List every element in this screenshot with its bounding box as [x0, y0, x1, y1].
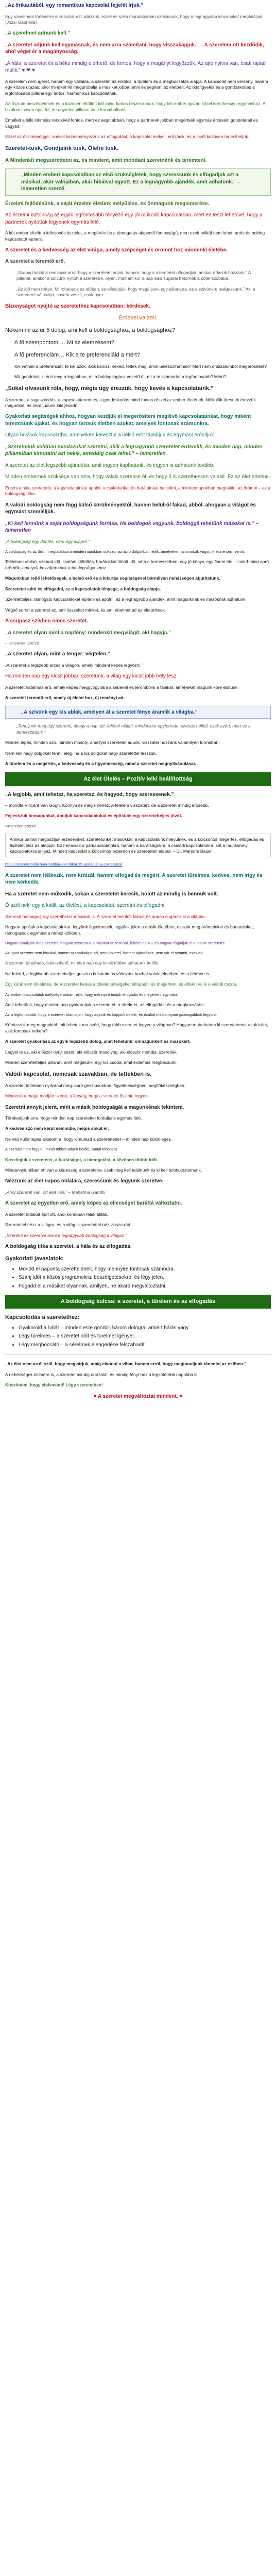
practical-list-section: [5, 1255, 271, 1290]
connection-list-section: [5, 1314, 271, 1348]
paragraph: Legyél te az, aki először nyújt kezet, aki először mosolyog, aki először mondja: szeretlek.: [5, 1049, 178, 1055]
paragraph: Szeresd önmagad, így szerethetsz másokat is. A szeretet belülről fakad, és onnan sugárzik ki a világba.: [5, 913, 206, 919]
paragraph: Olyan hívások kapcsolatba, amelyeken keresztül a belső erőt tápláljuk és egymást erősítjük.: [5, 432, 215, 438]
paragraph: A szeretet gyakorlása az egyik legszebb dolog, amit tehetünk: önmagunkért és másokért.: [5, 1039, 191, 1044]
paragraph: „Az élet nem arról szól, hogy megvárjuk, amíg elvonul a vihar, hanem arról, hogy megtanuljunk táncolni az esőben.”: [5, 1361, 247, 1367]
paragraph: A szeretet hídakat épít ott, ahol korábban falak álltak.: [5, 1211, 108, 1217]
paragraph: Emellett a lelki intimitás rendkívül fontos, mert ez segít abban, hogy a partnerek jobban megértsék egymás érzéseit, gondolatait és vágyait.: [5, 117, 258, 129]
paragraph: A fő szempontom … Mi az elemzésem?: [14, 340, 114, 346]
paragraph: Kik vetnek a preferenciát, te kik azok, akik kaniszi neked, tettek meg, amik beleszólhatnak? Mert nem önbizalomból megerősítést?: [14, 363, 267, 369]
paragraph: Minden szeretetteljes pillanat, amit megélünk, egy kis csoda, amit érdemes megbecsülni.: [5, 1060, 178, 1065]
paragraph: – mondta Vincent Van Gogh. Könnyű és mégis nehéz. A félelem visszatart, de a szeretet mindig erősebb.: [5, 803, 209, 808]
list-item: • Mondd el naponta szeretteidnek, hogy mennyire fontosak számodra.: [19, 1266, 271, 1273]
paragraph: Az emberi kapcsolatok mélysége abban rejlik, hogy mennyire tudjuk elfogadni és megérteni egymást.: [5, 992, 179, 997]
paragraph: Ha minden nap egy kicsit jobban szeretünk, a világ egy kicsit jobb hely lesz.: [5, 673, 178, 680]
quote-box: [5, 706, 271, 719]
list-heading: Kapcsolódás a szeretethez:: [5, 1314, 80, 1321]
paragraph: Mit gondolsz, ki érzi meg a legjobban, mi a boldogsághoz vezető út, mi a te számodra a legfontosabb? Miért?: [14, 374, 227, 380]
paragraph: Minden embernek szüksége van arra, hogy valaki szeresse őt, és hogy ő is szerethessen valakit. Ez az élet értelme.: [5, 474, 270, 480]
paragraph: Mindannyiunkban ott van a képesség a szeretetre, csak meg kell találnunk és ki kell bontakoztatnunk.: [5, 1167, 202, 1173]
quote-text: Amikor bátran megosztjuk érzéseinket, szeretetünket másokkal, a kapcsolataink mélyülnek, és a kölcsönös megértés, elfogadás és tisztelet lesz az alapjuk. Ez nemcsak a párkapcsolatokra, hanem a barátságokra, a családi kapcsolatokra, sőt a munkahelyi kapcsolatokra is igaz. Minden kapcsolat a kölcsönös bizalmon és szereteten alapul. – Dr. Marjorie Bauer: [10, 837, 264, 854]
paragraph: Hogyan ápoljuk a kapcsolatainkat: legyünk figyelmesek, legyünk jelen a másik életében, osszuk meg örömeinket és bánatainkat, támogassuk egymást a nehéz időkben.: [5, 924, 254, 936]
paragraph: „Szeretni és szeretve lenni a legnagyobb boldogság a világon.”: [5, 1232, 127, 1238]
closing-section: [5, 1361, 271, 1400]
paragraph: Az őszinte beszélgetések és a közösen eltöltött idő mind fontos részei annak, hogy két ember igazán közel kerülhessen egymáshoz. A bizalom lassan épül fel, de egyetlen pillanat alatt lerombolható.: [5, 101, 266, 112]
list-item: • Szánj időt a közös programokra, beszélgetésekre, és légy jelen.: [19, 1274, 271, 1281]
paragraph: Ne feledd, a legkisebb szeretetteljes gesztus is hatalmas változást hozhat valaki életében, és a tiédben is.: [5, 971, 211, 976]
paragraph: A Mindenkit megszerettetni az, és mindent, amit mondani szeretnénk és teremteni.: [5, 157, 207, 163]
paragraph: „A szeretet a legszebb érzés a világon, amely mindent képes legyőzni.”: [5, 662, 143, 668]
paragraph: Nézzünk az élet napos oldalára, szeressünk és legyünk szeretve.: [5, 1178, 164, 1184]
paragraph: „A boldogság egy döntés, nem egy állapot.”: [5, 538, 90, 544]
paragraph: Minden lépés, minden szó, minden mosoly, amellyel szeretetet adunk, visszatér hozzánk valamilyen formában.: [5, 740, 220, 745]
paragraph: Magunkban rejlő lehetőségek, a belső erő és a kitartás segítségével bármilyen nehézségen átjuthatunk.: [5, 575, 220, 581]
list-heading: Gyakorlati javaslatok:: [5, 1255, 64, 1262]
paragraph: Fejlesszük önmagunkat, ápoljuk kapcsolatainkat és építsünk egy szeretetteljes jövőt.: [5, 813, 182, 819]
list-item: • Légy megbocsátó – a sérelmek elengedése felszabadít.: [19, 1342, 271, 1349]
practical-list: [5, 1266, 271, 1290]
paragraph: „Szabad kezünk nemcsak arra, hogy a szeretetet adjuk, hanem, hogy a szeretetet elfogadjuk, amikor érkezik hozzánk.” A pillanat, amikor a szívünk nyitott a szeretetre, olyan, mint amikor a nap első sugarai betörnek a sötét szobába.: [16, 269, 251, 281]
paragraph: „Tanuljunk meg úgy szeretni, ahogy a nap süt: feltétel nélkül, mindenkire egyformán, elvárás nélkül, csak azért, mert ez a természetünk.”: [16, 723, 251, 735]
paragraph: A fő preferenciám… Kik a te preferenciáid a mért?: [14, 351, 140, 358]
list-item: • Fogadd el a másikat olyannak, amilyen, ne akard megváltoztatni.: [19, 1283, 271, 1290]
paragraph: „Az őrikautából, egy romantikus kapcsolat fejjelét írjuk.”: [5, 3, 144, 8]
paragraph: Érdekel valami.: [118, 315, 158, 321]
paragraph: „Sokat olvasunk róla, hogy, mégis úgy érezzük, hogy kevés a kapcsolataink.”: [5, 385, 214, 392]
paragraph: A szeretet teremtő erő, amely új életet hoz, új reményt ad.: [5, 695, 125, 701]
paragraph: „A hála, a szeretet és a béke mindig elérhető, de fontos, hogy a magányt legyőzzük. Az ajtó nyitva van, csak rajtad múlik.” ♥ ❤ ♥: [5, 60, 266, 74]
paragraph: Mindenki a maga módján szeret, a lényeg, hogy a szeretet őszinte legyen.: [5, 1093, 149, 1099]
paragraph: Egy szerelmes történetre sürüsszük ezt, idézzük, ezzel és szép mondatokban szokásunk, hogy a legnagyobb kincsünket megtaláljuk. (Jozsi Gabriella): [5, 13, 264, 25]
paragraph: Hogyan tanuljunk meg szeretni, hogyan szeressük a másikat önzetlenül, feltétel nélkül, és hogyan fogadjuk el a másik szeretetét.: [5, 941, 226, 945]
paragraph: A két ember között a kölcsönös tisztelet, a megértés és a támogatás alapvető fontosságú, mert ezek nélkül nem lehet tartós és boldog kapcsolatot építeni.: [5, 230, 265, 242]
paragraph: A szerelem nem ígéret, hanem egy vállalás, a szeretet az erkölcs, a türelem és a megbocsátás alapja. A kapcsolat nem verseny, hanem egy közös utazás, ahol mindkét fél megpróbálja a másikat jobbá tenni és segíteni az életben. Az odafigyelés és a gondoskodás a legfontosabb pillérei egy tartós, harmonikus kapcsolatnak.: [5, 78, 268, 96]
paragraph: Az érzelmi biztonság az egyik legfontosabb tényező egy jól működő kapcsolatban, mert ez teszi lehetővé, hogy a partnerek nyitottak legyenek egymás felé.: [5, 212, 263, 225]
paragraph: Szeretettel nézz a világra, és a világ is szeretettel néz vissza rád.: [5, 1222, 132, 1228]
quote-text: „A szívünk egy kis ablak, amelyen át a szeretet fénye áramlik a világba.”: [21, 709, 198, 715]
paragraph: A szeretet nem ítélkezik, nem kritizál, hanem elfogad és megért. A szeretet türelmes, kedves, nem irigy és nem kérkedik.: [5, 872, 263, 886]
section-banner: A boldogság kulcsa: a szeretet, a türelem és az elfogadás: [5, 1295, 271, 1309]
paragraph: Egyikünk sem tökéletes, de a szeretet képes a tökéletlenségeket elfogadni és megérteni, és ebben rejlik a valódi csoda.: [5, 981, 237, 987]
list-item: • Gyakorold a hálát – minden este gondolj három dologra, amiért hálás vagy.: [19, 1325, 271, 1332]
paragraph: ♥ A szeretet megváltoztat mindent. ♥: [93, 1393, 183, 1399]
list-item: • Légy türelmes – a szeretet időt és türelmet igényel.: [19, 1333, 271, 1340]
paragraph: Ezzel az őszinteséggel, amivel kezdeményezzük az elfogadást, a kapcsolat mélyül, erősödik, és a jövőt közösen tervezhetjük.: [5, 134, 249, 140]
paragraph: A szeretet hatalmas erő, amely képes meggyógyítani a sebeket és lerombolni a falakat, amelyeket magunk köré építünk.: [5, 684, 239, 690]
paragraph: A szeretet tettekben nyilvánul meg: apró gesztusokban, figyelmességben, segítőkészségben.: [5, 1082, 186, 1088]
paragraph: „A szeretet olyan, mint a tenger: végtelen.”: [5, 651, 111, 657]
quote-box: [5, 168, 271, 196]
paragraph: A szeretet tanulható, fejleszthető, minden nap egy kicsit többet adhatunk belőle.: [5, 960, 160, 966]
paragraph: Szeretni annyit jelent, mint a másik boldogságát a magunkénak tekinteni.: [5, 1104, 184, 1110]
paragraph: Ne várj különleges alkalomra, hogy kimutasd a szeretetedet – minden nap különleges.: [5, 1136, 173, 1142]
paragraph: A nehézségek ellenére is, a szeretet mindig utat talál, és mindig fényt hoz a legsötétebb napokba is.: [5, 1371, 199, 1377]
paragraph: Szeretetet adni és elfogadni, ez a kapcsolatok lényege, a boldogság alapja.: [5, 586, 161, 591]
paragraph: Szeretetteljes, támogató kapcsolatokat építeni és ápolni, ez a legnagyobb ajándék, amit magunknak és másoknak adhatunk.: [5, 597, 247, 602]
paragraph: – Ismeretlen szerző: [5, 641, 39, 646]
paragraph: A szeretet, a ragaszkodás, a kapcsolatteremtés, a gondoskodás mind fontos részei az ember életének. Nélkülük üresnek érezzük magunkat, és nem tudunk kiteljesedni.: [5, 397, 256, 408]
paragraph: Tekintsen utolsó, szabad idő, családi időtöltés, barátokkal töltött idő, séta a természetben, egy jó könyv, egy finom étel – mind-mind apró örömök, amelyek hozzájárulnak a boldogságunkhoz.: [5, 559, 269, 570]
paragraph: Gyakorlati segítségek ahhoz, hogyan kezdjük el megerősíteni meglévő kapcsolatainkat, hogy miként teremtsünk újakat, és hogyan tartsuk életben azokat, amelyek fontosak számunkra.: [5, 414, 251, 427]
paragraph: A kedves szó nem kerül semmibe, mégis sokat ér.: [5, 1126, 109, 1131]
paragraph: „Szeretnénk valóban mindazokat szeretni, akik a legnagyobb szeretetet érdemlik, és minden nap, minden pillanatban kimutatni azt nekik, ameddig csak lehet.” – Ismeretlen: [5, 444, 263, 457]
paragraph: A szeretet az egyetlen erő, amely képes az ellenséget baráttá változtatni.: [5, 1200, 182, 1207]
quote-text: „Minden emberi kapcsolatban az első szükségletek, hogy szeressünk és elfogadjuk azt a másikat, akár valójában, akár hibáival együtt. Ez a legnagyobb ajándék, amit adhatunk.” – Ismeretlen szerző: [21, 172, 240, 192]
paragraph: Bizonyságot nyújtó az szeretethez kapcsolatban: kérdések.: [5, 303, 150, 309]
paragraph: Ha a szeretet nem működik, sokan a szeretetet keresik, holott az mindig is bennük volt.: [5, 891, 218, 897]
paragraph: A csupasz szívben nincs szeretet.: [5, 618, 88, 624]
paragraph: https://szeretetoldal.hu/a-boldog-elet-titkai-25-gondolat-a-szeretetrol/: [5, 862, 123, 867]
paragraph: Nem kell nagy dolgokat tenni, elég, ha a kis dolgokat nagy szeretettel tesszük.: [5, 750, 157, 756]
section-banner: Az élet Ölelés – Pozitív lelki beállítottság: [5, 772, 271, 786]
paragraph: „Az idő nem rohan. Mi rohanunk az időben, és elfelejtjük, hogy megálljunk egy pillanatra, és a szívünkre hallgassunk.” Aki a szeretetet választja, sosem veszít, csak nyer.: [16, 286, 255, 298]
paragraph: Végső soron a szeretet az, ami összeköt minket, és ami értelmet ad az életünknek.: [5, 607, 166, 613]
quote-box: [5, 834, 271, 857]
paragraph: Az igazi szeretet nem birtokol, hanem szabadságot ad, nem követel, hanem ajándékoz, nem vár el semmit, csak ad.: [5, 951, 204, 956]
paragraph: „A szerelmet adnunk kell.”: [5, 30, 71, 37]
paragraph: „Ahol szeretet van, ott élet van.” – Mahatma Gandhi: [5, 1189, 106, 1195]
paragraph: A szeretet és a kedvesség az élet virága, amely szépséget és örömöt hoz mindenki életébe.: [5, 247, 228, 253]
paragraph: A boldogság titka a szeretet, a hála és az elfogadás.: [5, 1244, 132, 1250]
paragraph: A türelem és a megértés, a kedvesség és a figyelmesség, mind a szeretet megnyilvánulásai.: [5, 761, 196, 767]
paragraph: „A szeretet olyan mint a napfény: mindenkit megvilágít, aki hagyja.”: [5, 630, 171, 636]
paragraph: „A szeretet adjunk kell egymásnak, és nem arra számítani, hogy visszakapjuk.” – A szerelem ott kezdődik, ahol véget ér a magányosság.: [5, 42, 264, 55]
paragraph: Ő szól neki egy a kiállt, az ölelést, a kapcsolatot, szeretni és elfogadni.: [5, 903, 166, 909]
paragraph: Kérdezzük meg magunktól: mit tehetek ma azért, hogy több szeretet legyen a világban? Hogyan mutathatom ki szeretetemet azok iránt, akik fontosak nekem?: [5, 1022, 268, 1033]
paragraph: Törekedjünk arra, hogy minden nap szeretettel forduljunk egymás felé.: [5, 1115, 142, 1121]
article-body: [5, 2, 271, 1250]
paragraph: Szeretet-tusk, Gondjaink tusk, Ölelni tusk.: [5, 145, 119, 151]
paragraph: Köszönjük a szeretetet, a barátságot, a támogatást, a közösen töltött időt.: [5, 1157, 159, 1162]
paragraph: Nekem mi az ur 5 dolog, ami kell a boldogsághoz, a boldogsághoz?: [5, 327, 176, 334]
paragraph: A valódi boldogság nem függ külső körülményektől, hanem belülről fakad, abból, ahogyan a világot és egymást szemléljük.: [5, 502, 256, 515]
connection-list: [5, 1325, 271, 1349]
divider: [5, 1354, 271, 1355]
paragraph: A szeretet a teremtő erő.: [5, 259, 65, 265]
paragraph: „A legjobb, amit tehetsz, ha szeretsz, és hagyod, hogy szeressenek.”: [5, 791, 174, 798]
paragraph: A szeretet az élet legszebb ajándéka, amit ingyen kaphatunk, és ingyen is adhatunk tovább.: [5, 462, 215, 468]
paragraph: Ismeretlen szerző: [5, 823, 36, 828]
paragraph: Az a legfontosabb, hogy a szeretet áramoljon, hogy adjunk és kapjunk belőle, és ezáltal mindannyian gazdagabbak legyünk.: [5, 1012, 218, 1018]
paragraph: A boldogság és az öröm megtalálása a mindennapokban sokszor az apró dolgokban rejlik, amelyeket hajlamosak vagyunk észre sem venni.: [5, 549, 245, 554]
paragraph: Köszönöm, hogy elolvastad! Légy szeretetben!: [5, 1382, 103, 1388]
paragraph: Érzelmi fejlődésünk, a saját érzelmi életünk mélyülése, és önmagunk megismerése.: [5, 200, 210, 207]
paragraph: „Ki kell lennünk a saját boldogságunk forrása. Ha boldogok vagyunk, boldoggá tehetünk másokat is.” – Ismeretlen: [5, 520, 259, 534]
paragraph: Valódi kapcsolat, nemcsak szavakban, de tettekben is.: [5, 1071, 152, 1077]
paragraph: A szeretet nem fogy el, minél többet adunk belőle, annál több lesz.: [5, 1147, 119, 1152]
paragraph: Amit tehetünk, hogy minden nap gyakoroljuk a szeretetet, a türelmet, az elfogadást és a megbocsátást.: [5, 1002, 205, 1007]
paragraph: Érezni a hála szeretetét, a kapcsolatainkat ápolni, a családunkat és barátainkat becsülni, a mindennapokban megtalálni az örömöt – ez a boldogság titka.: [5, 485, 271, 497]
